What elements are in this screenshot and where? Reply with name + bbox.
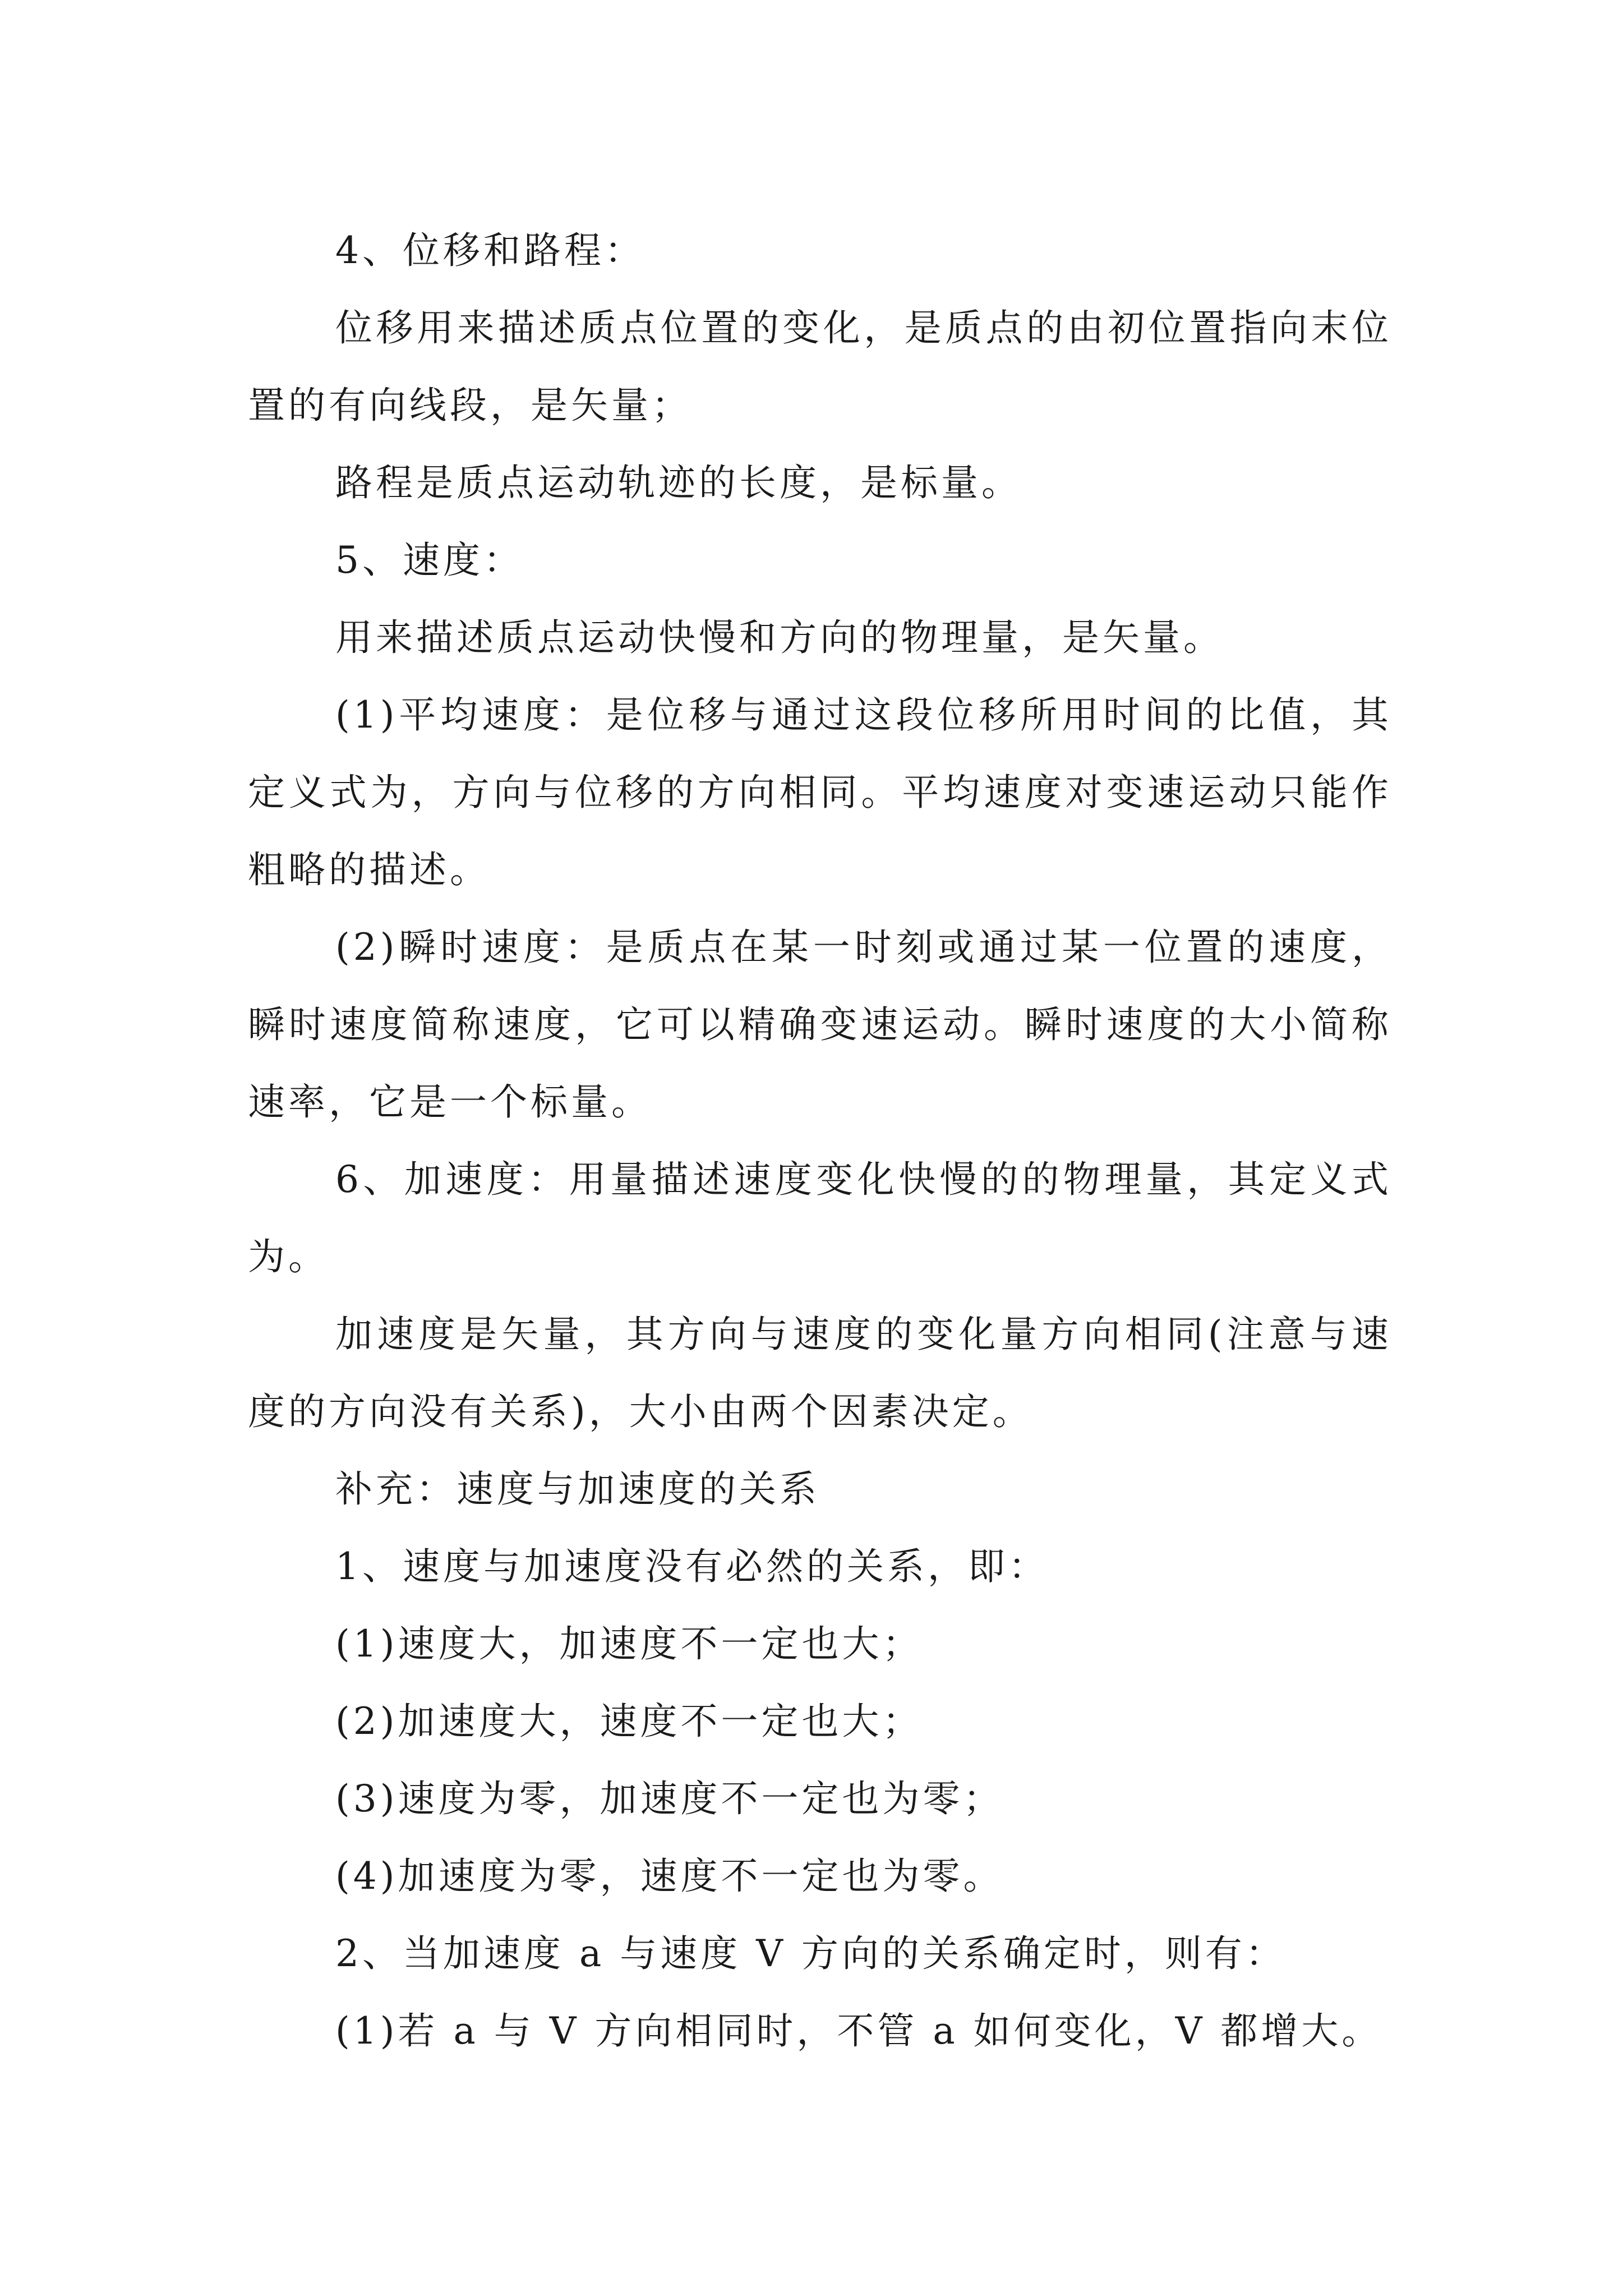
paragraph-no-necessary-relation: 1、速度与加速度没有必然的关系，即： xyxy=(335,1545,1049,1588)
document-body xyxy=(248,212,1392,2070)
list-item-3: (3)速度为零，加速度不一定也为零； xyxy=(335,1777,1004,1820)
heading-velocity: 5、速度： xyxy=(335,539,524,582)
paragraph-average-velocity: (1)平均速度：是位移与通过这段位移所用时间的比值，其定义式为，方向与位移的方向相同。平均速度对变速运动只能作粗略的描述。 xyxy=(248,693,1392,891)
heading-supplement: 补充：速度与加速度的关系 xyxy=(335,1467,820,1511)
list-item-same-direction: (1)若 a 与 V 方向相同时，不管 a 如何变化，V 都增大。 xyxy=(335,2009,1382,2053)
heading-acceleration: 6、加速度：用量描述速度变化快慢的的物理量，其定义式为。 xyxy=(248,1158,1392,1278)
paragraph-displacement-definition: 位移用来描述质点位置的变化，是质点的由初位置指向末位置的有向线段，是矢量； xyxy=(248,306,1392,427)
heading-displacement-distance: 4、位移和路程： xyxy=(335,229,645,272)
list-item-1: (1)速度大，加速度不一定也大； xyxy=(335,1622,923,1665)
paragraph-direction-relation: 2、当加速度 a 与速度 V 方向的关系确定时，则有： xyxy=(335,1932,1286,1975)
paragraph-distance-definition: 路程是质点运动轨迹的长度，是标量。 xyxy=(335,461,1022,504)
paragraph-instantaneous-velocity: (2)瞬时速度：是质点在某一时刻或通过某一位置的速度，瞬时速度简称速度，它可以精确变速运动。瞬时速度的大小简称速率，它是一个标量。 xyxy=(248,926,1392,1124)
list-item-4: (4)加速度为零，速度不一定也为零。 xyxy=(335,1855,1004,1898)
paragraph-velocity-definition: 用来描述质点运动快慢和方向的物理量，是矢量。 xyxy=(335,616,1224,659)
paragraph-acceleration-vector: 加速度是矢量，其方向与速度的变化量方向相同(注意与速度的方向没有关系)，大小由两个因素决定。 xyxy=(248,1313,1392,1433)
list-item-2: (2)加速度大，速度不一定也大； xyxy=(335,1700,923,1743)
